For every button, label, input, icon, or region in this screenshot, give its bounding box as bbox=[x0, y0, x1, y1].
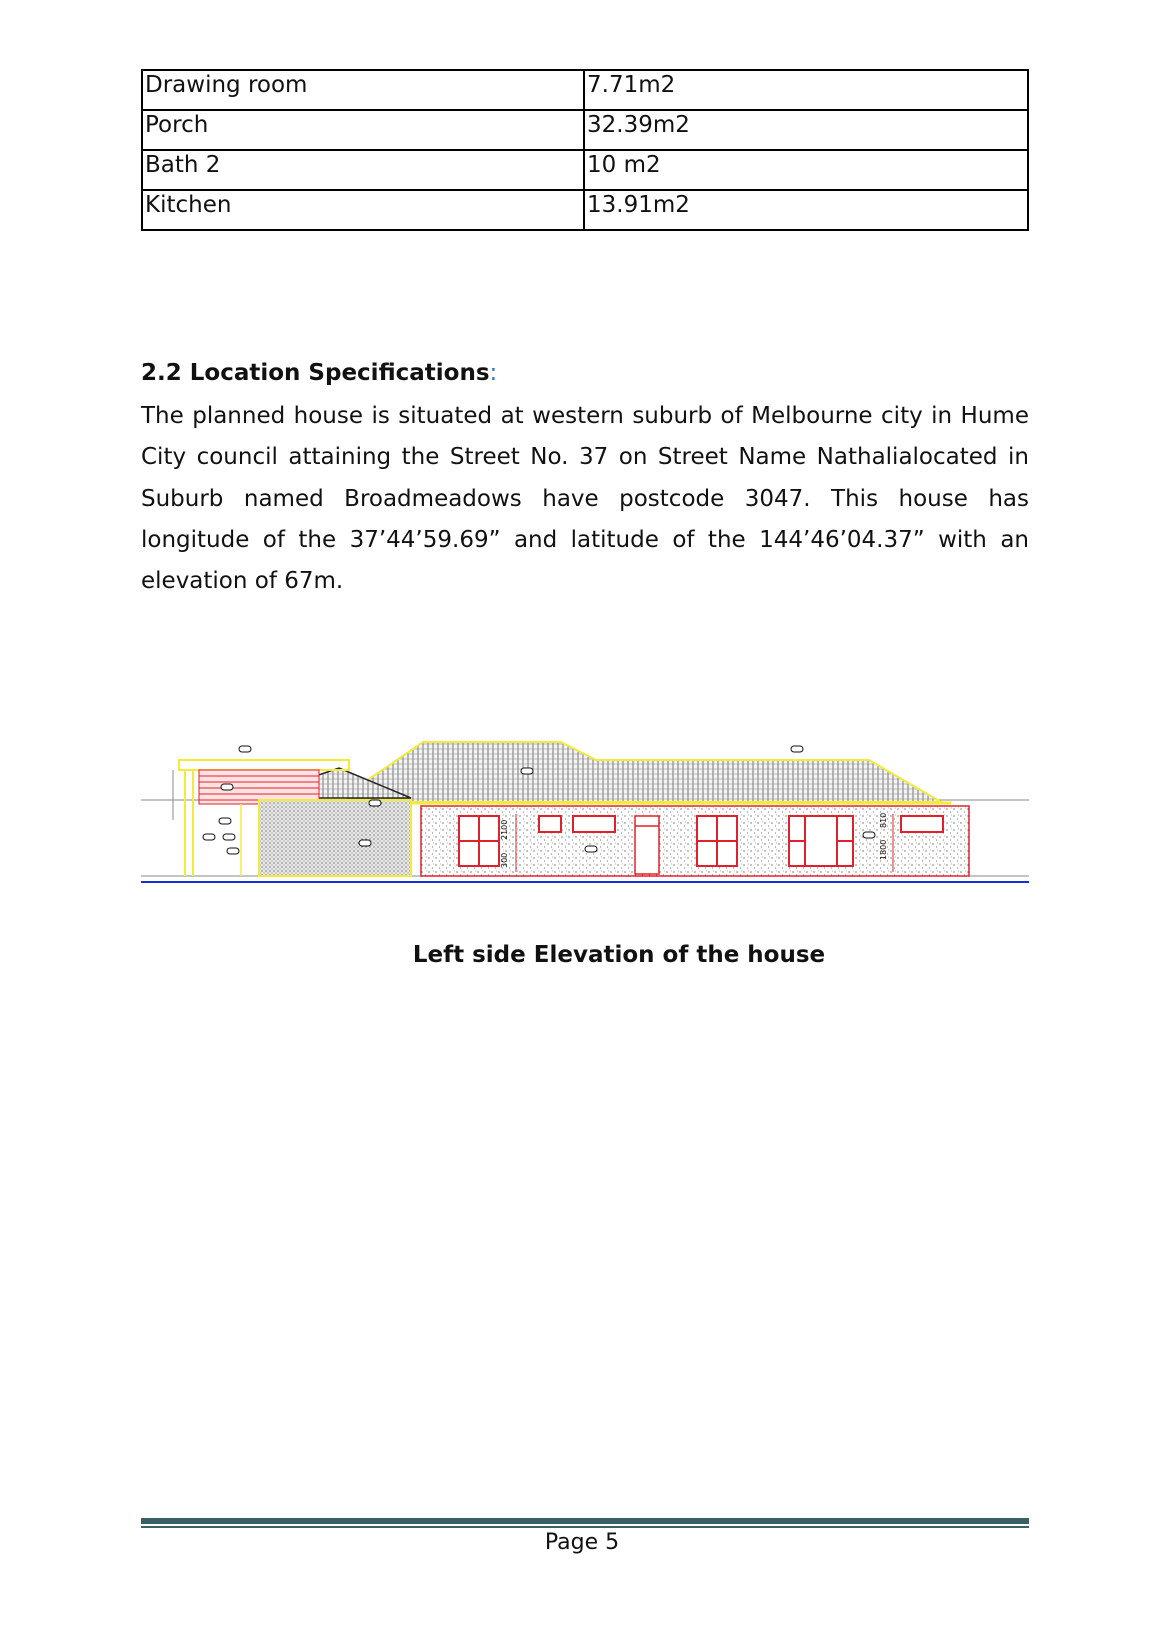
garage-wall bbox=[259, 800, 411, 876]
room-name-cell: Bath 2 bbox=[142, 150, 584, 190]
window bbox=[459, 816, 499, 866]
room-name-cell: Drawing room bbox=[142, 70, 584, 110]
room-area-cell: 10 m2 bbox=[584, 150, 1028, 190]
location-paragraph: The planned house is situated at western suburb of Melbourne city in Hume City council attaining the Street No. 37 on Street Name Nathalialocated in Suburb named Broadmeadows have postcode 3047. This house has longitude of the 37’44’59.69” and latitude of the 144’46’04.37” with an elevation of 67m. bbox=[141, 403, 1029, 595]
page-number: Page 5 bbox=[544, 1530, 620, 1555]
room-name-cell: Porch bbox=[142, 110, 584, 150]
room-area-table bbox=[141, 69, 1029, 231]
elevation-drawing bbox=[141, 730, 1029, 890]
carport-frame bbox=[179, 760, 349, 770]
footer-rule bbox=[141, 1518, 1029, 1524]
section-heading-text: 2.2 Location Specifications bbox=[141, 360, 490, 386]
room-area-cell: 7.71m2 bbox=[584, 70, 1028, 110]
room-area-cell: 13.91m2 bbox=[584, 190, 1028, 230]
dimension-label: 2100 bbox=[500, 819, 509, 840]
table-row bbox=[142, 70, 1028, 110]
dimension-label: 810 bbox=[879, 812, 888, 828]
table-row bbox=[142, 150, 1028, 190]
dimension-label: 300 bbox=[500, 852, 509, 868]
window bbox=[901, 816, 943, 832]
table-row bbox=[142, 110, 1028, 150]
window bbox=[789, 816, 853, 866]
section-heading-colon: : bbox=[489, 360, 498, 386]
dimension-label: 1800 bbox=[879, 839, 888, 860]
door bbox=[635, 816, 659, 874]
carport-panel bbox=[199, 770, 319, 804]
figure-caption: Left side Elevation of the house bbox=[412, 942, 826, 968]
table-row bbox=[142, 190, 1028, 230]
room-area-cell: 32.39m2 bbox=[584, 110, 1028, 150]
window bbox=[697, 816, 737, 866]
footer-rule-thin bbox=[141, 1526, 1029, 1528]
window bbox=[573, 816, 615, 832]
main-roof bbox=[346, 742, 941, 802]
room-name-cell: Kitchen bbox=[142, 190, 584, 230]
window bbox=[539, 816, 561, 832]
section-heading bbox=[141, 360, 497, 386]
